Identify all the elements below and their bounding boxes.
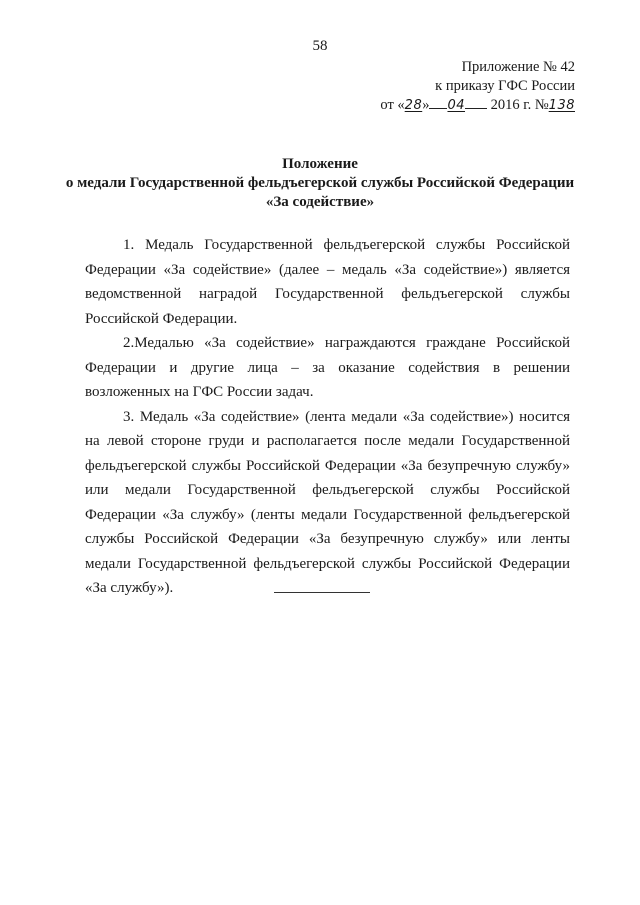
handwritten-day: 28 <box>404 98 423 113</box>
blank-underline <box>465 96 487 109</box>
paragraph-2: 2.Медалью «За содействие» награждаются граждане Российской Федерации и другие лица – за оказание содействия в решении возложенных на ГФС России задач. <box>85 335 570 400</box>
end-separator-line <box>274 592 370 593</box>
handwritten-month: 04 <box>447 98 466 113</box>
page-number: 58 <box>312 38 328 54</box>
handwritten-order-number: 138 <box>548 98 575 113</box>
appendix-header <box>345 58 575 115</box>
document-title <box>60 155 580 212</box>
blank-underline <box>429 96 447 109</box>
year-and-number-prefix: 2016 г. № <box>490 97 549 113</box>
title-line-1: Положение <box>282 156 358 172</box>
title-line-2: о медали Государственной фельдъегерской службы Российской Федерации <box>65 175 575 191</box>
paragraph-3: 3. Медаль «За содействие» (лента медали «За содействие») носится на левой стороне груди и располагается после медали Государственной фельдъегерской службы Российской Федерации «За безупречную службу» или медали Государственной фельдъегерской службы Российской Федерации «За службу» (ленты медали Государственной фельдъегерской службы Российской Федерации «За безупречную службу» или ленты медали Государственной фельдъегерской службы Российской Федерации «За службу»). <box>85 408 570 596</box>
appendix-date-line <box>345 96 575 115</box>
paragraph-1: 1. Медаль Государственной фельдъегерской службы Российской Федерации «За содействие» (далее – медаль «За содействие») является ведомственной наградой Государственной фельдъегерской службы Российской Федерации. <box>85 237 570 327</box>
date-day-close: » <box>422 97 430 113</box>
date-prefix: от « <box>380 97 405 113</box>
title-line-3: «За содействие» <box>265 194 375 210</box>
document-body <box>85 233 570 601</box>
appendix-line-2: к приказу ГФС России <box>435 78 575 94</box>
appendix-line-1: Приложение № 42 <box>461 59 575 75</box>
